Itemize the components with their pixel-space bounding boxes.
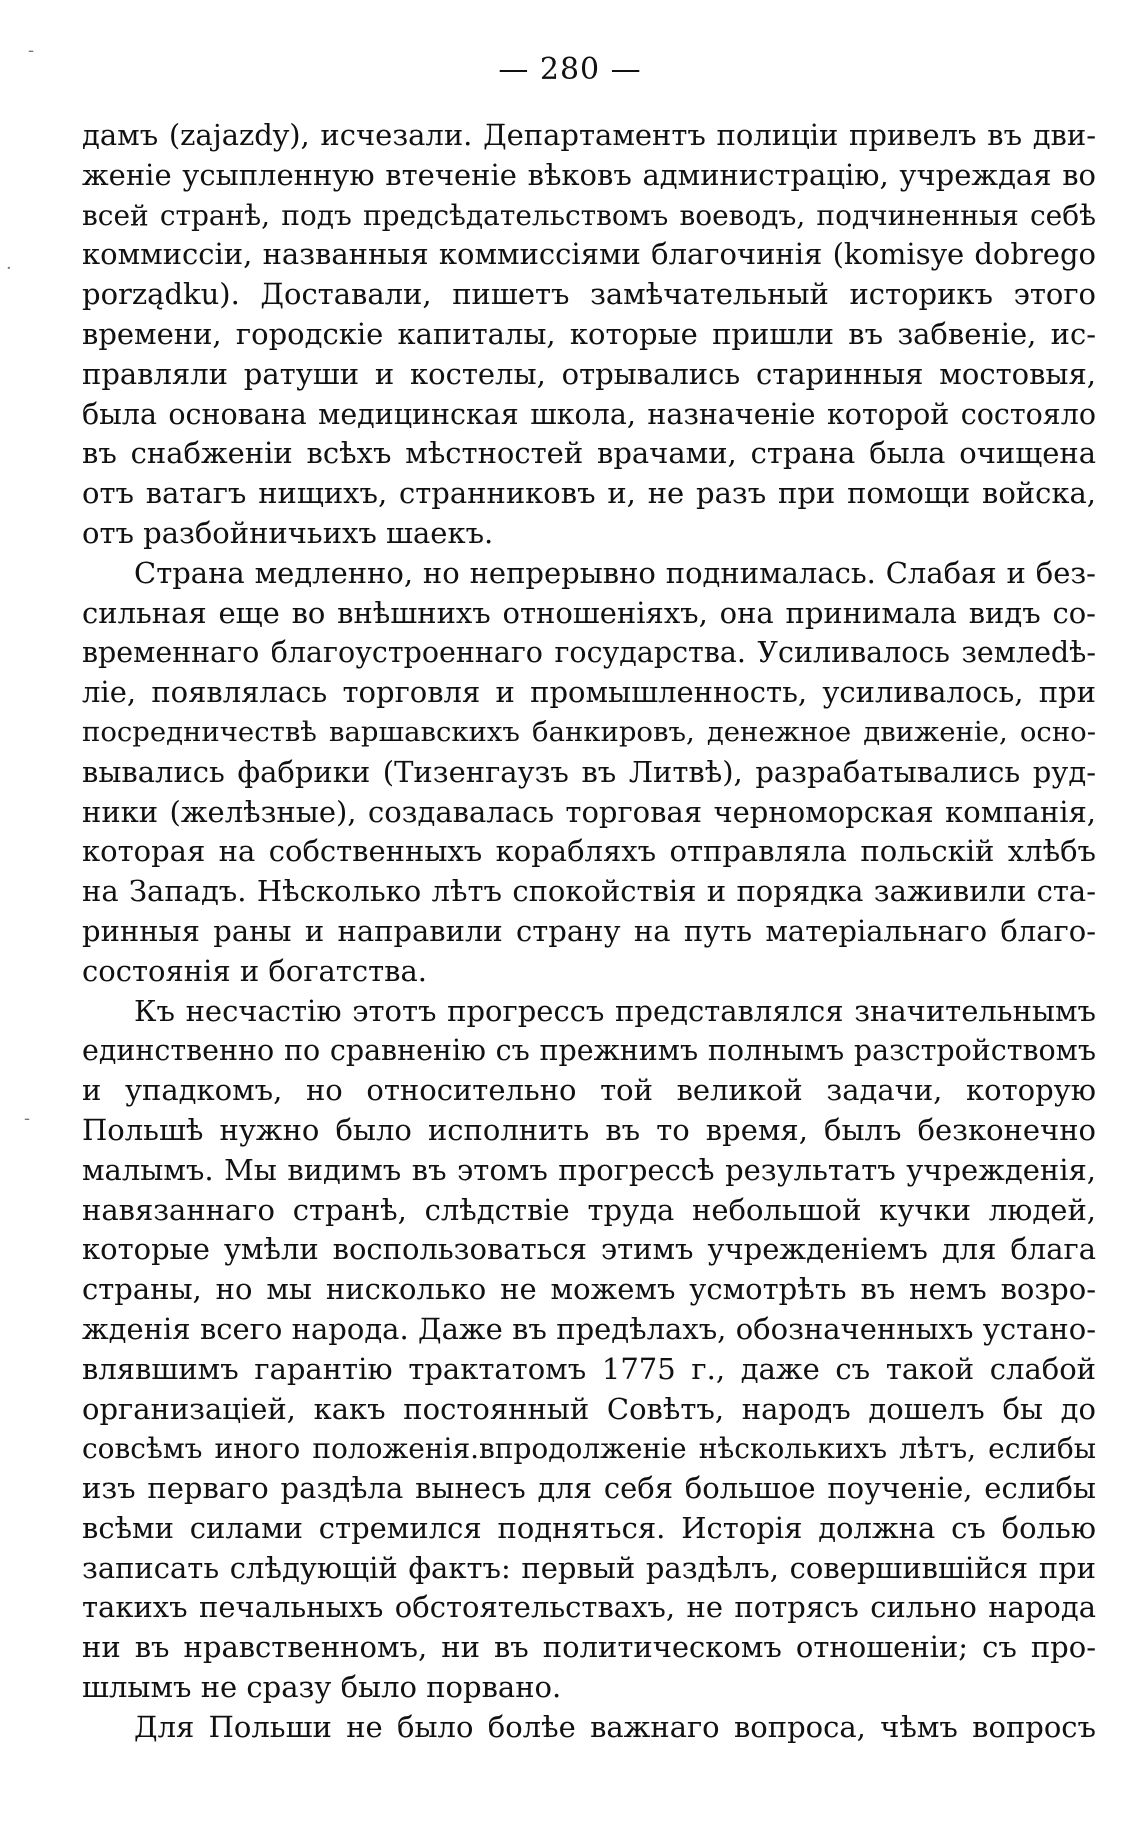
text-line: изъ перваго раздѣла вынесъ для себя большое поученіе, еслибы [82,1471,1096,1506]
margin-mark: - [24,1108,31,1129]
text-line: всей странѣ, подъ предсѣдательствомъ воеводъ, подчиненныя себѣ [82,198,1096,232]
text-line: временнаго благоустроеннаго государства. Усиливалось землedѣ- [82,636,1096,670]
text-line: страны, но мы нисколько не можемъ усмотрѣть въ немъ возро- [82,1272,1096,1307]
text-line: вывались фабрики (Тизенгаузъ въ Литвѣ), разрабатывались руд- [82,754,1096,789]
paragraph [82,554,1096,992]
text-line: отъ разбойничьихъ шаекъ. [82,515,494,550]
margin-mark: · [6,258,12,279]
text-line: на Западъ. Нѣсколько лѣтъ спокойствія и порядка заживили ста- [82,874,1096,909]
text-line: и упадкомъ, но относительно той великой задачи, которую [82,1073,1096,1108]
text-line: ни въ нравственномъ, ни въ политическомъ отношеніи; съ про- [82,1630,1096,1665]
text-line: жденія всего народа. Даже въ предѣлахъ, обозначенныхъ устано- [82,1311,1096,1346]
text-line: шлымъ не сразу было порвано. [82,1670,562,1705]
text-line: навязаннаго странѣ, слѣдствіе труда небольшой кучки людей, [82,1192,1096,1227]
text-line: которые умѣли воспользоваться этимъ учрежденіемъ для блага [82,1232,1096,1267]
text-line: Страна медленно, но непрерывно поднималась. Слабая и без- [134,555,1096,590]
text-line: влявшимъ гарантію трактатомъ 1775 г., даже съ такой слабой [82,1351,1096,1386]
text-line: которая на собственныхъ корабляхъ отправляла польскій хлѣбъ [82,834,1096,869]
text-line: Къ несчастію этотъ прогрессъ представлялся значительнымъ [134,993,1096,1028]
text-line: времени, городскіе капиталы, которые пришли въ забвеніе, ис- [82,316,1096,351]
text-line: ринныя раны и направили страну на путь матеріальнаго благо- [82,913,1096,948]
text-line: отъ ватагъ нищихъ, странниковъ и, не разъ при помощи войска, [82,476,1096,511]
paragraph [82,992,1096,1708]
page-number: — 280 — [498,52,642,87]
text-line: состоянія и богатства. [82,953,427,988]
page-body [82,116,1096,1748]
text-line: коммиссіи, названныя коммиссіями благочинія (komisye dobrego [82,237,1096,272]
text-line: посредничествѣ варшавскихъ банкировъ, денежное движеніе, осно- [82,715,1096,748]
text-line: записать слѣдующій фактъ: первый раздѣлъ, совершившійся при [82,1550,1096,1585]
text-line: организаціей, какъ постоянный Совѣтъ, народъ дошелъ бы до [82,1391,1096,1426]
text-line: въ снабженіи всѣхъ мѣстностей врачами, страна была очищена [82,436,1096,471]
text-line: совсѣмъ иного положенія.впродолженіе нѣсколькихъ лѣтъ, еслибы [82,1432,1096,1466]
margin-mark: - [28,40,35,61]
text-line: porządku). Доставали, пишетъ замѣчательный историкъ этого [82,277,1096,312]
text-line: была основана медицинская школа, назначеніе которой состояло [82,397,1096,431]
text-line: дамъ (zajazdy), исчезали. Департаментъ полиціи привелъ въ дви- [82,118,1096,152]
text-line: всѣми силами стремился подняться. Исторія должна съ болью [82,1510,1096,1545]
text-line: единственно по сравненію съ прежнимъ полнымъ разстройствомъ [82,1034,1096,1068]
text-line: ліе, появлялась торговля и промышленность, усиливалось, при [82,675,1096,710]
text-line: малымъ. Мы видимъ въ этомъ прогрессѣ результатъ учрежденія, [82,1152,1096,1187]
text-line: Для Польши не было болѣе важнаго вопроса, чѣмъ вопросъ [134,1709,1096,1744]
text-line: Польшѣ нужно было исполнить въ то время, былъ безконечно [82,1112,1096,1147]
paragraph [82,1708,1096,1748]
text-line: женіе усыпленную втеченіе вѣковъ администрацію, учреждая во [82,157,1096,192]
paragraph [82,116,1096,554]
text-line: правляли ратуши и костелы, отрывались старинныя мостовыя, [82,356,1096,391]
text-line: ники (желѣзные), создавалась торговая черноморская компанія, [82,794,1096,829]
text-line: такихъ печальныхъ обстоятельствахъ, не потрясъ сильно народа [82,1590,1096,1625]
text-line: сильная еще во внѣшнихъ отношеніяхъ, она принимала видъ со- [82,595,1096,630]
